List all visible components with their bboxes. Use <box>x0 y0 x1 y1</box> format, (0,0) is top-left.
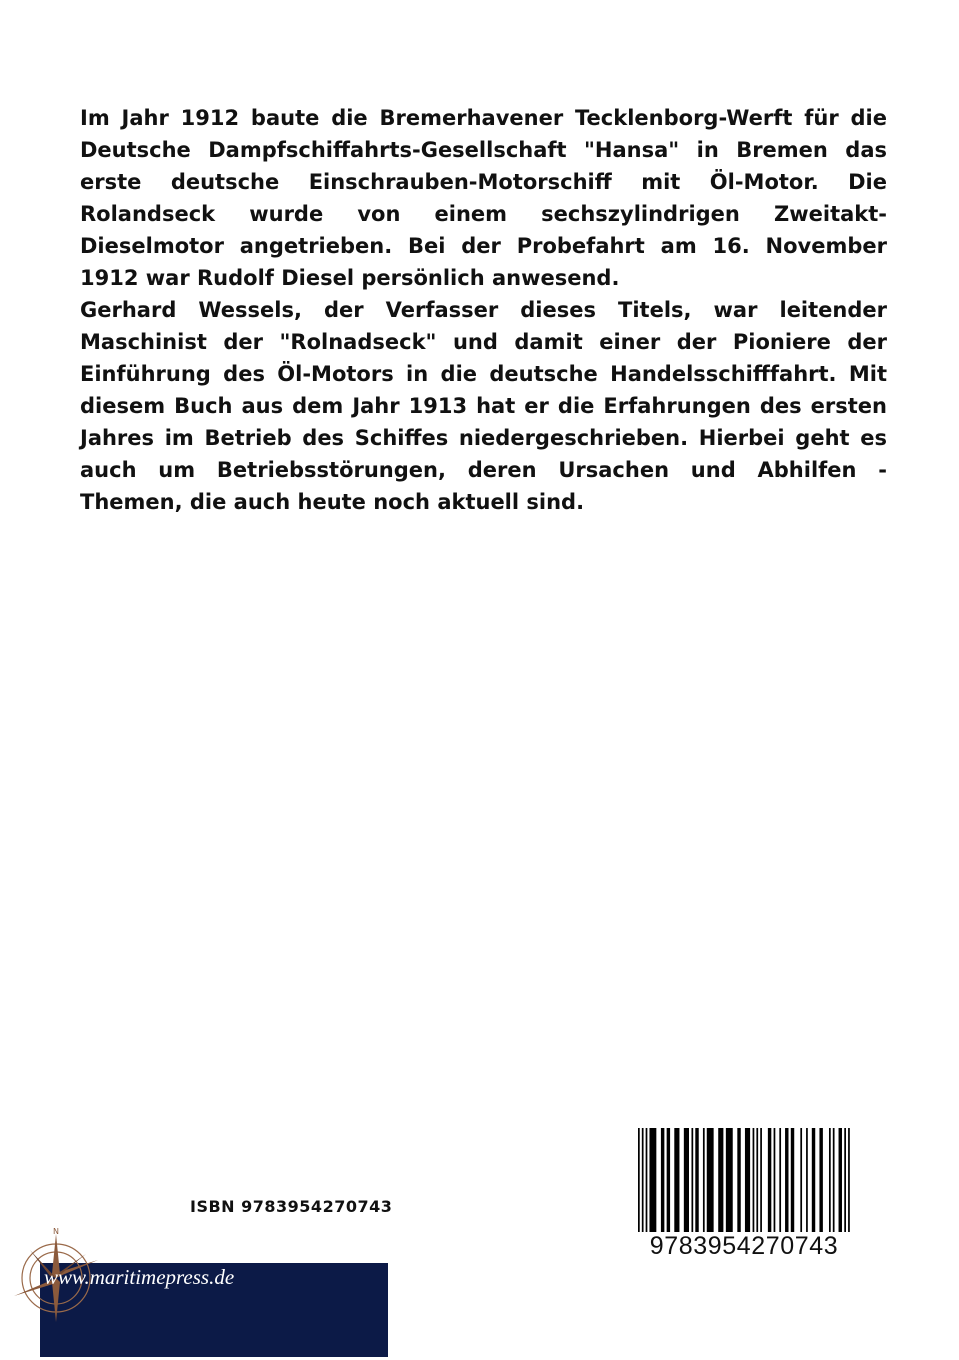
publisher-url[interactable]: www.maritimepress.de <box>44 1265 235 1289</box>
barcode-bar <box>760 1128 762 1232</box>
blurb-paragraph-1: Im Jahr 1912 baute die Bremerhavener Tecklenborg-Werft für die Deutsche Dampfschiffahrts-Gesellschaft "Hansa" in Bremen das erste deutsche Einschrauben-Motorschiff mit Öl-Motor. Die Rolandseck wurde von einem sechszylindrigen Zweitakt-Dieselmotor angetrieben. Bei der Probefahrt am 16. November 1912 war Rudolf Diesel persönlich anwesend. <box>80 106 887 290</box>
barcode-bar <box>779 1128 781 1232</box>
barcode-bar <box>649 1128 656 1232</box>
blurb-paragraph-2: Gerhard Wessels, der Verfasser dieses Titels, war leitender Maschinist der "Rolnadseck" und damit einer der Pioniere der Einführung des Öl-Motors in die deutsche Handelsschifffahrt. Mit diesem Buch aus dem Jahr 1913 hat er die Erfahrungen des ersten Jahres im Betrieb des Schiffes niedergeschrieben. Hierbei geht es auch um Betriebsstörungen, deren Ursachen und Abhilfen - Themen, die auch heute noch aktuell sind. <box>80 298 887 514</box>
barcode-bar <box>839 1128 842 1232</box>
barcode-bar <box>707 1128 714 1232</box>
barcode-bar <box>844 1128 846 1232</box>
barcode-bar <box>703 1128 705 1232</box>
barcode-bar <box>785 1128 788 1232</box>
barcode-number: 9783954270743 <box>649 1232 839 1260</box>
barcode-bar <box>726 1128 733 1232</box>
barcode-bar <box>667 1128 670 1232</box>
barcode-bar <box>642 1128 644 1232</box>
barcode-bar <box>819 1128 822 1232</box>
barcode-bar <box>718 1128 723 1232</box>
barcode-bar <box>791 1128 794 1232</box>
barcode-bar <box>661 1128 664 1232</box>
barcode-bar <box>674 1128 679 1232</box>
barcode-bar <box>646 1128 648 1232</box>
barcode-bars-icon <box>638 1128 850 1232</box>
barcode-bar <box>848 1128 850 1232</box>
barcode <box>630 1128 858 1262</box>
barcode-bar <box>812 1128 815 1232</box>
barcode-bar <box>806 1128 808 1232</box>
barcode-bar <box>691 1128 693 1232</box>
barcode-bar <box>774 1128 776 1232</box>
barcode-bar <box>829 1128 831 1232</box>
barcode-bar <box>756 1128 758 1232</box>
isbn-label: ISBN 9783954270743 <box>190 1197 393 1216</box>
barcode-bar <box>684 1128 689 1232</box>
barcode-bar <box>745 1128 750 1232</box>
barcode-bar <box>737 1128 740 1232</box>
barcode-bar <box>800 1128 802 1232</box>
barcode-bar <box>753 1128 755 1232</box>
back-cover-blurb <box>80 102 887 518</box>
barcode-bar <box>768 1128 771 1232</box>
svg-text:N: N <box>53 1227 59 1236</box>
barcode-bar <box>638 1128 640 1232</box>
barcode-bar <box>695 1128 698 1232</box>
barcode-bar <box>833 1128 835 1232</box>
